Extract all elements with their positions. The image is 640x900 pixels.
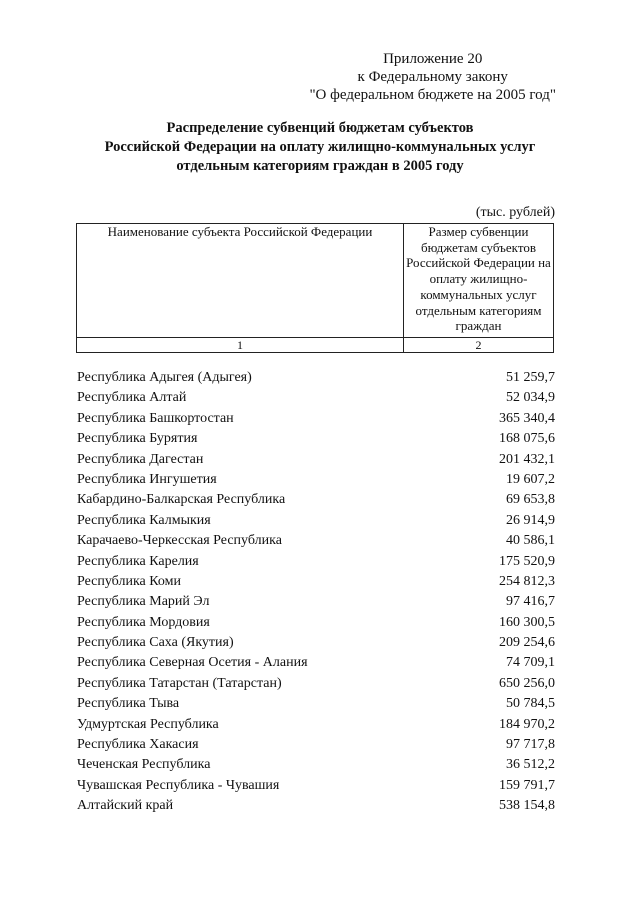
- subvention-amount: 19 607,2: [506, 471, 555, 487]
- title-line-3: отдельным категориям граждан в 2005 году: [176, 158, 464, 174]
- table-row: [77, 715, 555, 735]
- table-row: [77, 755, 555, 775]
- table-row: [77, 796, 555, 816]
- title-line-2: Российской Федерации на оплату жилищно-коммунальных услуг: [104, 139, 536, 155]
- subvention-amount: 40 586,1: [506, 533, 555, 549]
- appendix-note: [309, 50, 556, 104]
- appendix-law-title: "О федеральном бюджете на 2005 год": [309, 87, 556, 103]
- table-row: [77, 776, 555, 796]
- table-row: [77, 572, 555, 592]
- subvention-amount: 74 709,1: [506, 655, 555, 671]
- subvention-amount: 36 512,2: [506, 757, 555, 773]
- subvention-amount: 50 784,5: [506, 696, 555, 712]
- table-row: [77, 368, 555, 388]
- region-name: Карачаево-Черкесская Республика: [77, 533, 282, 549]
- table-row: [77, 735, 555, 755]
- header-col-amount: Размер субвенции бюджетам субъектов Российской Федерации на оплату жилищно-коммунальных услуг отдельным категориям граждан: [404, 224, 554, 338]
- table-row: [77, 531, 555, 551]
- subvention-amount: 168 075,6: [499, 431, 555, 447]
- table-row: [77, 613, 555, 633]
- subvention-amount: 97 717,8: [506, 737, 555, 753]
- header-num-1: 1: [77, 338, 404, 353]
- region-name: Республика Хакасия: [77, 737, 199, 753]
- table-row: [77, 470, 555, 490]
- subvention-amount: 538 154,8: [499, 798, 555, 814]
- header-col-name: Наименование субъекта Российской Федерации: [77, 224, 404, 338]
- region-name: Республика Дагестан: [77, 451, 204, 467]
- region-name: Республика Калмыкия: [77, 512, 211, 528]
- table-row: [77, 409, 555, 429]
- region-name: Республика Коми: [77, 573, 181, 589]
- region-name: Республика Карелия: [77, 553, 199, 569]
- table-row: [77, 552, 555, 572]
- region-name: Республика Северная Осетия - Алания: [77, 655, 308, 671]
- document-title: [0, 119, 640, 176]
- subvention-amount: 26 914,9: [506, 512, 555, 528]
- region-name: Республика Саха (Якутия): [77, 635, 234, 651]
- region-name: Удмуртская Республика: [77, 716, 219, 732]
- subvention-amount: 97 416,7: [506, 594, 555, 610]
- subvention-amount: 254 812,3: [499, 573, 555, 589]
- subvention-amount: 160 300,5: [499, 614, 555, 630]
- subvention-amount: 209 254,6: [499, 635, 555, 651]
- region-name: Республика Бурятия: [77, 431, 198, 447]
- region-name: Республика Башкортостан: [77, 410, 234, 426]
- subvention-amount: 69 653,8: [506, 492, 555, 508]
- table-row: [77, 450, 555, 470]
- subvention-amount: 52 034,9: [506, 390, 555, 406]
- appendix-law-ref: к Федеральному закону: [357, 69, 508, 85]
- subvention-amount: 201 432,1: [499, 451, 555, 467]
- table-row: [77, 592, 555, 612]
- subvention-amount: 650 256,0: [499, 675, 555, 691]
- region-name: Республика Алтай: [77, 390, 187, 406]
- region-name: Республика Ингушетия: [77, 471, 217, 487]
- region-name: Кабардино-Балкарская Республика: [77, 492, 286, 508]
- table-row: [77, 511, 555, 531]
- table-row: [77, 674, 555, 694]
- subvention-amount: 365 340,4: [499, 410, 555, 426]
- region-name: Алтайский край: [77, 798, 174, 814]
- table-row: [77, 429, 555, 449]
- table-row: [77, 388, 555, 408]
- appendix-number: Приложение 20: [383, 51, 483, 67]
- subvention-amount: 159 791,7: [499, 777, 555, 793]
- subvention-amount: 175 520,9: [499, 553, 555, 569]
- table-row: [77, 653, 555, 673]
- table-body: [77, 368, 555, 817]
- subvention-amount: 51 259,7: [506, 370, 555, 385]
- region-name: Республика Марий Эл: [77, 594, 210, 610]
- table-row: [77, 633, 555, 653]
- subvention-amount: 184 970,2: [499, 716, 555, 732]
- title-line-1: Распределение субвенций бюджетам субъектов: [166, 120, 474, 136]
- table-header: [76, 223, 554, 353]
- region-name: Республика Татарстан (Татарстан): [77, 675, 282, 691]
- table-row: [77, 490, 555, 510]
- region-name: Чувашская Республика - Чувашия: [77, 777, 280, 793]
- region-name: Республика Мордовия: [77, 614, 210, 630]
- header-num-2: 2: [404, 338, 554, 353]
- region-name: Республика Тыва: [77, 696, 180, 712]
- region-name: Республика Адыгея (Адыгея): [77, 370, 252, 385]
- region-name: Чеченская Республика: [77, 757, 211, 773]
- table-row: [77, 694, 555, 714]
- units-label: (тыс. рублей): [475, 205, 555, 220]
